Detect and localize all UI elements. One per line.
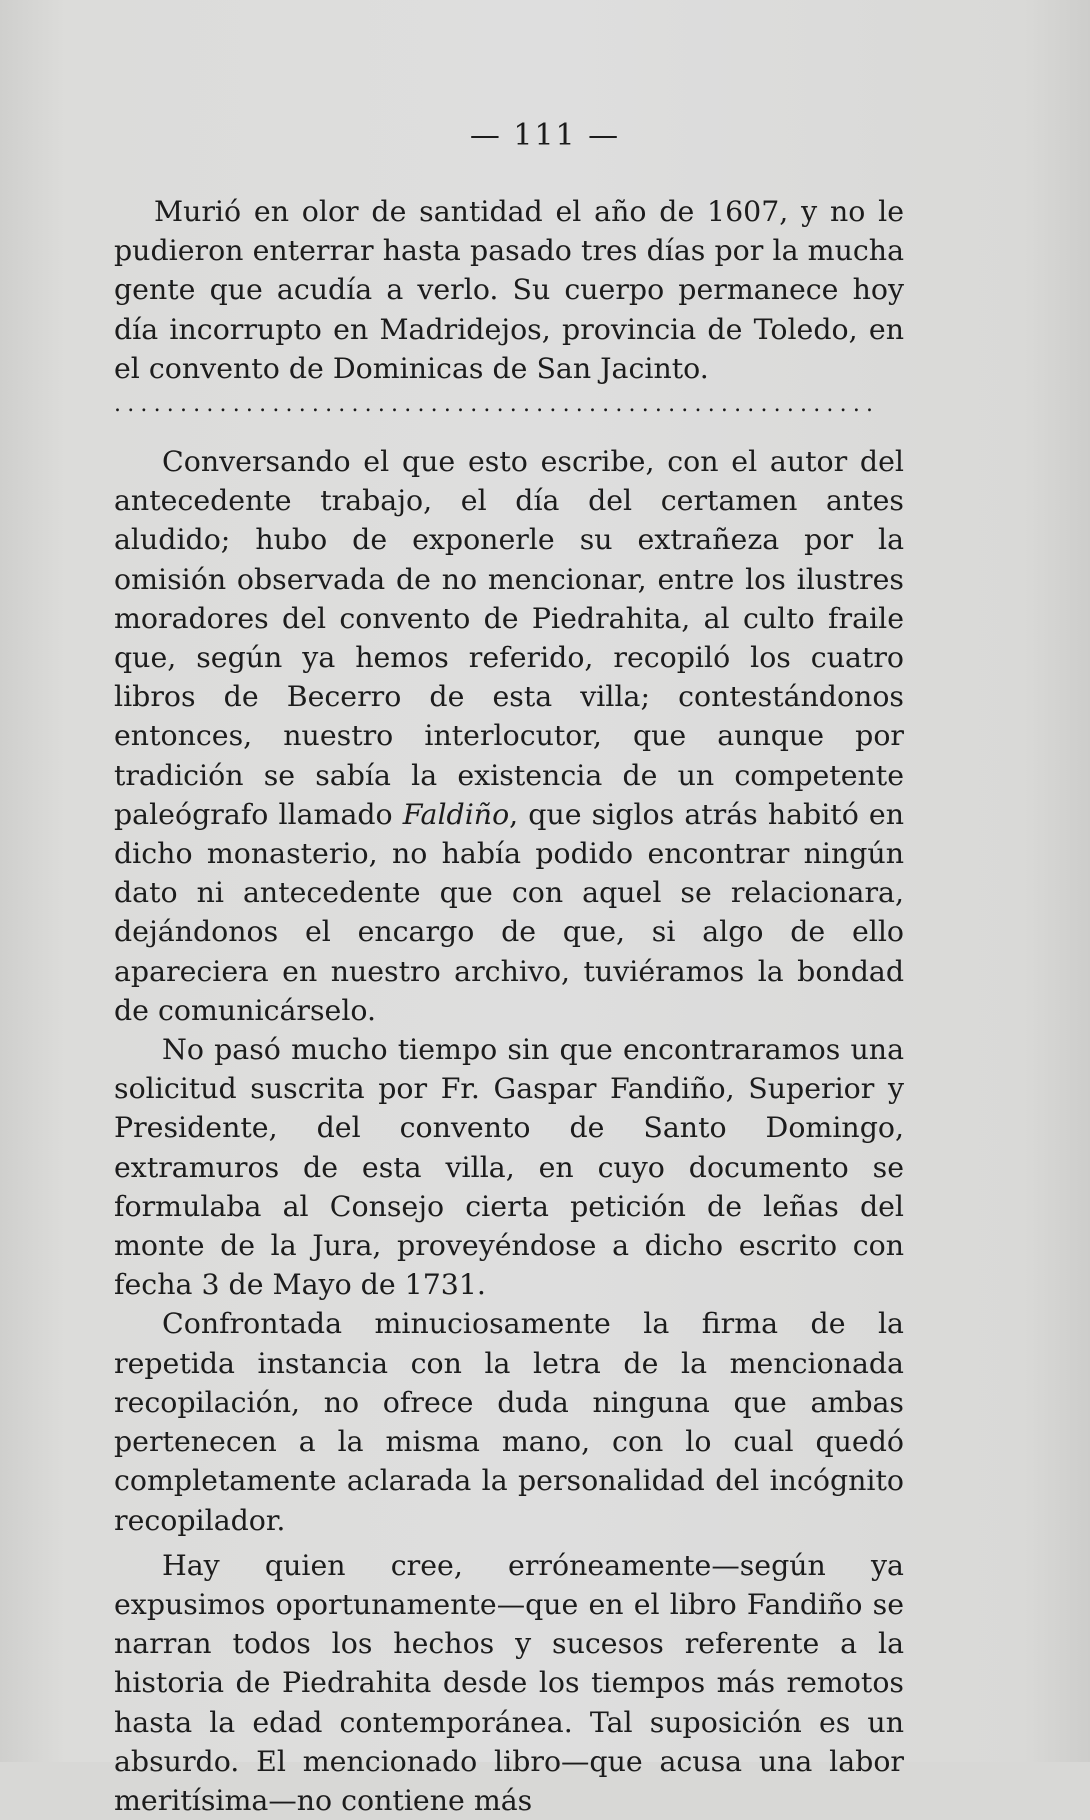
paragraph-solicitud: No pasó mucho tiempo sin que encontraramos una solicitud suscrita por Fr. Gaspar Fandiño, Superior y Presidente, del convento de Santo Domingo, extramuros de esta villa, en cuyo documento se formulaba al Consejo cierta petición de leñas del monte de la Jura, proveyéndose a dicho escrito con fecha 3 de Mayo de 1731. [114, 1033, 904, 1302]
paragraph-conversation [114, 442, 904, 1030]
paragraph-death-record: Murió en olor de santidad el año de 1607, y no le pudieron enterrar hasta pasado tres días por la mucha gente que acudía a verlo. Su cuerpo permanece hoy día incorrupto en Madridejos, provincia de Toledo, en el convento de Dominicas de San Jacinto. [114, 195, 904, 385]
paragraph-conversation-text-end: , que siglos atrás habitó en dicho monasterio, no había podido encontrar ningún dato ni antecedente que con aquel se relacionara, dejándonos el encargo de que, si algo de ello apareciera en nuestro archivo, tuviéramos la bondad de comunicárselo. [114, 797, 904, 1027]
paragraph-confrontation: Confrontada minuciosamente la firma de la repetida instancia con la letra de la mencionada recopilación, no ofrece duda ninguna que ambas pertenecen a la misma mano, con lo cual quedó completamente aclarada la personalidad del incógnito recopilador. [114, 1307, 904, 1537]
page-number: — 111 — [469, 118, 621, 153]
name-faldino: Faldiño [402, 797, 510, 831]
dotted-separator: .......................................................... [114, 392, 880, 418]
paragraph-conversation-text-start: Conversando el que esto escribe, con el autor del antecedente trabajo, el día del certamen antes aludido; hubo de exponerle su extrañeza por la omisión observada de no mencionar, entre los ilustres moradores del convento de Piedrahita, al culto fraile que, según ya hemos referido, recopiló los cuatro libros de Becerro de esta villa; contestándonos entonces, nuestro interlocutor, que aunque por tradición se sabía la existencia de un competente paleógrafo llamado [114, 445, 904, 831]
body-text [114, 192, 904, 1820]
paragraph-misconception: Hay quien cree, erróneamente—según ya expusimos oportunamente—que en el libro Fandiño se narran todos los hechos y sucesos referente a la historia de Piedrahita desde los tiempos más remotos hasta la edad contemporánea. Tal suposición es un absurdo. El mencionado libro—que acusa una labor meritísima—no contiene más [114, 1548, 904, 1817]
